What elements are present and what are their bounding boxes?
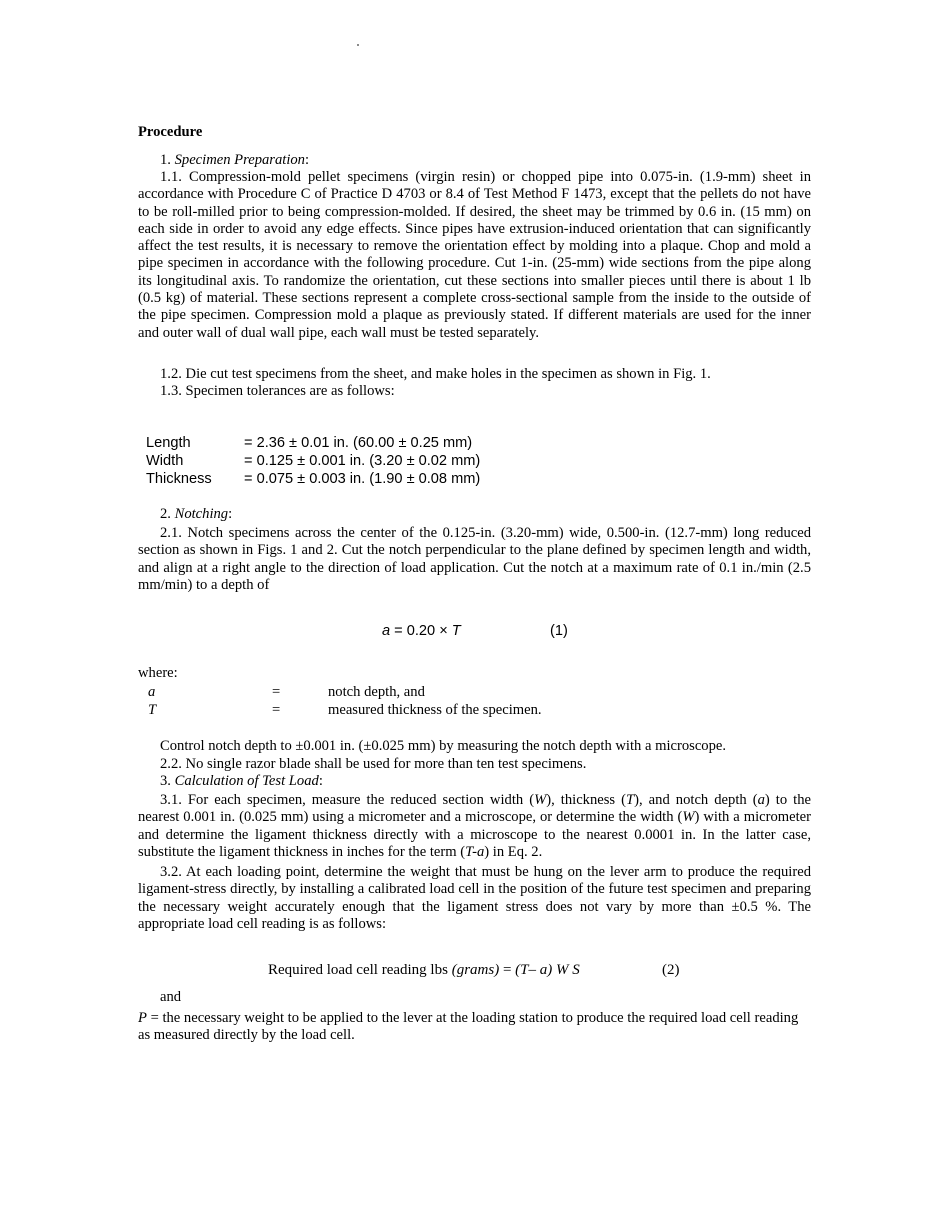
paragraph-1-2: 1.2. Die cut test specimens from the sheet, and make holes in the specimen as shown in Fig. 1. — [160, 366, 711, 382]
section-heading: Procedure — [138, 124, 203, 140]
where-row — [148, 702, 648, 720]
paragraph-3-2: 3.2. At each loading point, determine the weight that must be hung on the lever arm to produce the required ligament-stress directly, by installing a calibrated load cell in the position of the future test specimen and preparing the necessary weight accurately enough that the ligament stress does not vary by more than ±0.5 %. The appropriate load cell reading is as follows: — [138, 864, 811, 932]
where-row — [148, 684, 648, 702]
tolerance-value: = 0.075 ± 0.003 in. (1.90 ± 0.08 mm) — [244, 471, 481, 487]
paragraph-1-1: 1.1. Compression-mold pellet specimens (virgin resin) or chopped pipe into 0.075-in. (1.9-mm) sheet in accordance with Procedure C of Practice D 4703 or 8.4 of Test Method F 1473, except that the pellets do not have to be roll-milled prior to being compression-molded. If desired, the sheet may be trimmed by 0.6 in. (15 mm) on each side in order to avoid any edge effects. Since pipes have extrusion-induced orientation that can significantly affect the test results, it is necessary to remove the orientation effect by molding into a plaque. Chop and mold a pipe specimen in accordance with the following procedure. Cut 1-in. (25-mm) wide sections from the pipe along its longitudinal axis. To randomize the orientation, cut these sections into smaller pieces until there is about 1 lb (0.5 kg) of material. These sections represent a complete cross-sectional sample from the inside to the outside of the pipe specimen. Compression mold a plaque as previously stated. If different materials are used for the inner and outer wall of dual wall pipe, each wall must be tested separately. — [138, 169, 811, 341]
where-symbol: T — [148, 702, 157, 718]
where-equals: = — [272, 684, 281, 700]
equation-2-number: (2) — [662, 962, 680, 978]
final-paragraph: P = the necessary weight to be applied to the lever at the loading station to produce the required load cell reading as measured directly by the load cell. — [138, 1010, 799, 1044]
scan-speck — [357, 44, 359, 46]
where-definition: measured thickness of the specimen. — [328, 702, 542, 718]
section-1-title: 1. Specimen Preparation: — [160, 152, 310, 168]
where-label: where: — [138, 665, 178, 681]
tolerance-label: Length — [146, 435, 191, 451]
paragraph-2-2: 2.2. No single razor blade shall be used for more than ten test specimens. — [160, 756, 587, 772]
equation-1: a = 0.20 × T — [382, 623, 461, 639]
equation-1-number: (1) — [550, 623, 568, 639]
tolerance-value: = 2.36 ± 0.01 in. (60.00 ± 0.25 mm) — [244, 435, 473, 451]
tolerance-value: = 0.125 ± 0.001 in. (3.20 ± 0.02 mm) — [244, 453, 481, 469]
tolerance-label: Width — [146, 453, 184, 469]
paragraph-1-3: 1.3. Specimen tolerances are as follows: — [160, 383, 395, 399]
where-equals: = — [272, 702, 281, 718]
equation-2: Required load cell reading lbs (grams) = (T– a) W S — [268, 962, 580, 978]
control-notch-text: Control notch depth to ±0.001 in. (±0.025 mm) by measuring the notch depth with a microscope. — [160, 738, 727, 754]
section-3-title: 3. Calculation of Test Load: — [160, 773, 323, 789]
and-text: and — [160, 989, 182, 1005]
where-definition: notch depth, and — [328, 684, 425, 700]
where-symbol: a — [148, 684, 156, 700]
paragraph-3-1: 3.1. For each specimen, measure the reduced section width (W), thickness (T), and notch depth (a) to the nearest 0.001 in. (0.025 mm) using a micrometer and a microscope, or determine the width (W) with a micrometer and determine the ligament thickness directly with a microscope to the nearest 0.0001 in. In the latter case, substitute the ligament thickness in inches for the term (T-a) in Eq. 2. — [138, 792, 811, 860]
section-2-title: 2. Notching: — [160, 506, 233, 522]
tolerance-label: Thickness — [146, 471, 212, 487]
paragraph-2-1: 2.1. Notch specimens across the center of the 0.125-in. (3.20-mm) wide, 0.500-in. (12.7-mm) long reduced section as shown in Figs. 1 and 2. Cut the notch perpendicular to the plane defined by specimen length and width, and align at a right angle to the direction of load application. Cut the notch at a maximum rate of 0.1 in./min (2.5 mm/min) to a depth of — [138, 525, 811, 593]
